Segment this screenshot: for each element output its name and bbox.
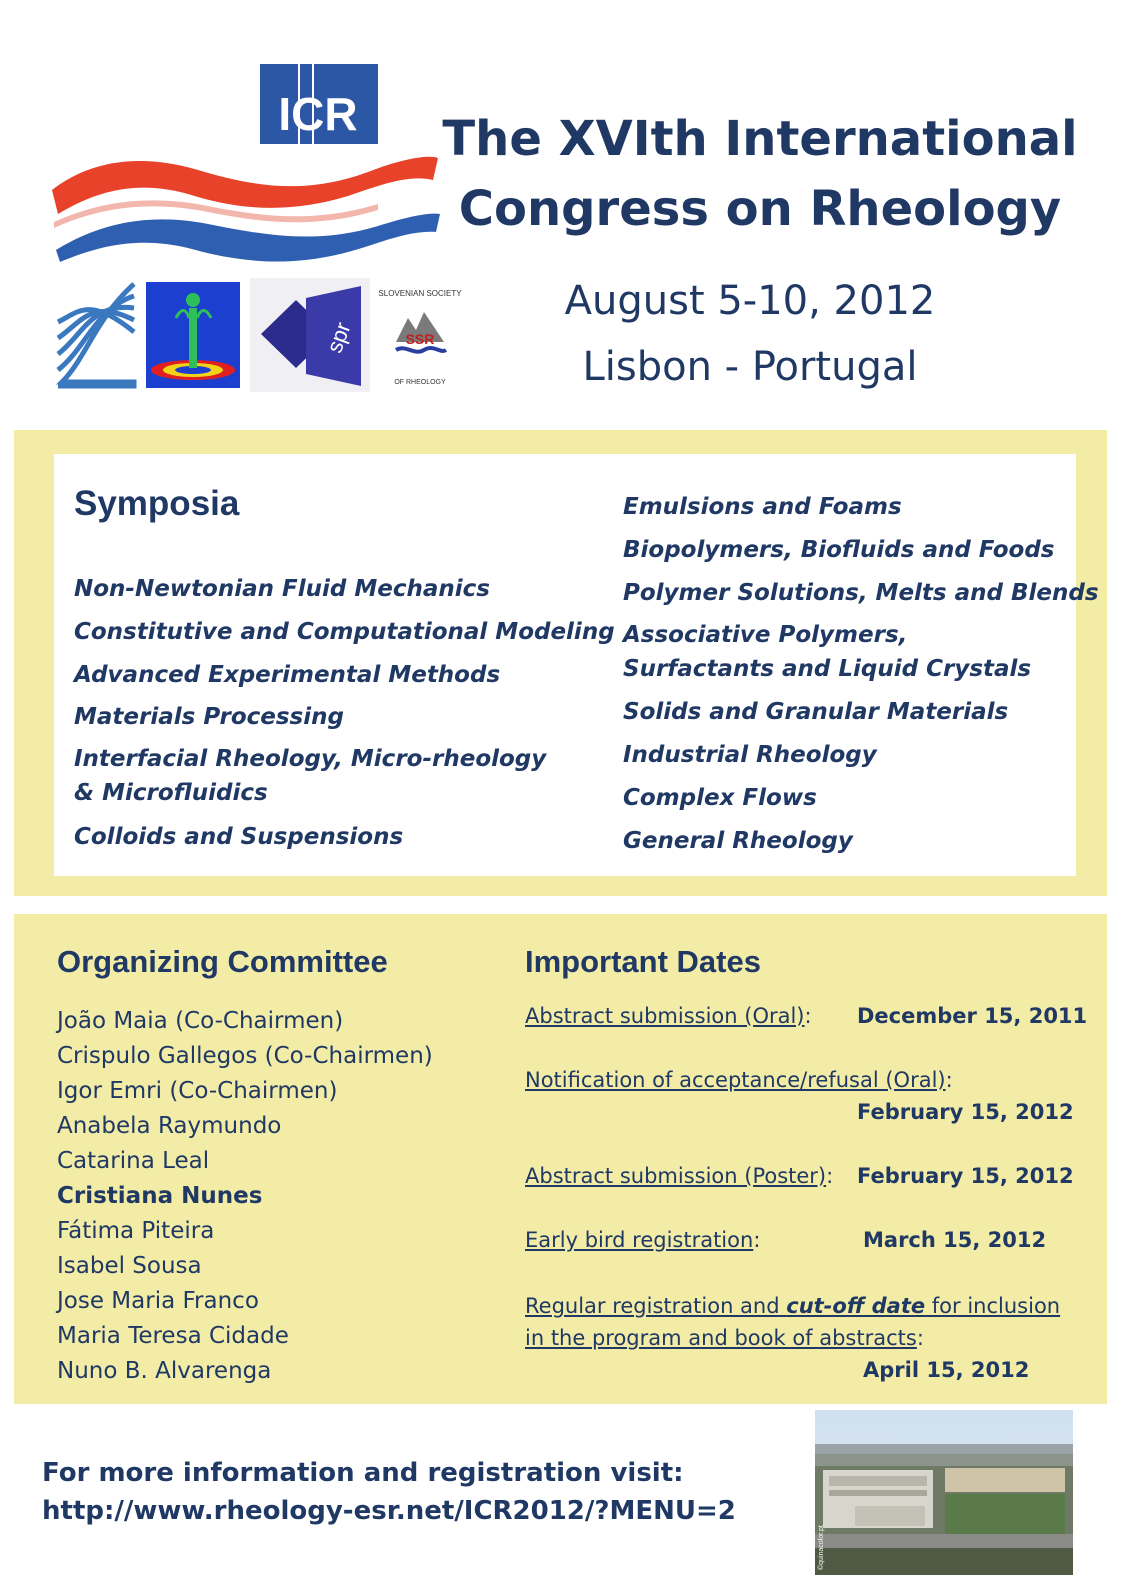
committee-list bbox=[57, 1004, 433, 1389]
date-label: Notification of acceptance/refusal (Oral) bbox=[525, 1068, 946, 1092]
date-label: Abstract submission (Poster) bbox=[525, 1164, 827, 1188]
symposium-item: Materials Processing bbox=[74, 704, 344, 730]
footer-url-link[interactable]: http://www.rheology-esr.net/ICR2012/?MENU=2 bbox=[42, 1496, 736, 1526]
date-suffix: : bbox=[804, 1004, 812, 1028]
date-label-part2: for inclusion in the program and book of abstracts bbox=[525, 1294, 1061, 1350]
date-label bbox=[525, 1294, 1060, 1350]
date-value: February 15, 2012 bbox=[857, 1164, 1074, 1188]
symposium-item: General Rheology bbox=[623, 828, 853, 854]
date-value: April 15, 2012 bbox=[863, 1358, 1030, 1382]
committee-member: Crispulo Gallegos (Co-Chairmen) bbox=[57, 1043, 433, 1069]
date-item-early-bird bbox=[525, 1228, 1085, 1252]
date-item-abstract-poster bbox=[525, 1164, 1085, 1188]
date-label-emphasis: cut-off date bbox=[786, 1294, 926, 1318]
photo-watermark: ©quinacolor.pt bbox=[818, 1525, 825, 1570]
date-value: February 15, 2012 bbox=[857, 1100, 1074, 1124]
date-value: December 15, 2011 bbox=[857, 1004, 1088, 1028]
event-location: Lisbon - Portugal bbox=[582, 344, 918, 390]
title-line1: The XVIth International bbox=[442, 111, 1078, 167]
spr-logo bbox=[250, 278, 370, 392]
fountain-logo bbox=[146, 282, 240, 388]
date-label-part1: Regular registration and bbox=[525, 1294, 787, 1318]
important-dates-title: Important Dates bbox=[525, 944, 761, 979]
date-label: Early bird registration bbox=[525, 1228, 754, 1252]
ssr-logo-text: SSR bbox=[405, 331, 435, 347]
event-date: August 5-10, 2012 bbox=[564, 278, 936, 324]
icr-logo-text: ICR bbox=[278, 88, 358, 140]
event-date-location bbox=[520, 268, 980, 400]
committee-member: João Maia (Co-Chairmen) bbox=[57, 1008, 344, 1034]
date-item-abstract-oral bbox=[525, 1004, 1088, 1028]
ssr-logo bbox=[376, 289, 464, 386]
ssr-logo-caption-bottom: OF RHEOLOGY bbox=[394, 379, 446, 386]
symposium-item: Solids and Granular Materials bbox=[623, 699, 1009, 725]
date-value: March 15, 2012 bbox=[863, 1228, 1047, 1252]
ssr-logo-caption-top: SLOVENIAN SOCIETY bbox=[378, 289, 462, 298]
committee-member: Isabel Sousa bbox=[57, 1253, 202, 1279]
spr-logo-text: spr bbox=[321, 318, 356, 357]
symposium-item: Industrial Rheology bbox=[623, 742, 877, 768]
symposium-item: Biopolymers, Biofluids and Foods bbox=[623, 537, 1055, 563]
committee-member: Nuno B. Alvarenga bbox=[57, 1358, 272, 1384]
icr-logo bbox=[48, 62, 448, 272]
wave-logo bbox=[56, 278, 136, 390]
committee-title: Organizing Committee bbox=[57, 944, 388, 979]
footer-line1: For more information and registration visit: bbox=[42, 1458, 684, 1488]
date-suffix: : bbox=[826, 1164, 834, 1188]
title-line2: Congress on Rheology bbox=[458, 181, 1062, 237]
committee-member: Anabela Raymundo bbox=[57, 1113, 282, 1139]
symposium-item: Polymer Solutions, Melts and Blends bbox=[623, 580, 1099, 606]
committee-member-highlight: Cristiana Nunes bbox=[57, 1183, 263, 1209]
symposium-item: Colloids and Suspensions bbox=[74, 824, 404, 850]
symposium-item: Complex Flows bbox=[623, 785, 817, 811]
footer-info bbox=[42, 1454, 736, 1530]
symposium-item: Non-Newtonian Fluid Mechanics bbox=[74, 576, 490, 602]
symposia-title: Symposia bbox=[74, 484, 240, 523]
committee-member: Fátima Piteira bbox=[57, 1218, 215, 1244]
symposium-item: Emulsions and Foams bbox=[623, 494, 902, 520]
committee-member: Jose Maria Franco bbox=[57, 1288, 259, 1314]
committee-member: Catarina Leal bbox=[57, 1148, 210, 1174]
society-logos bbox=[56, 278, 466, 393]
congress-title bbox=[440, 104, 1080, 244]
date-suffix: : bbox=[945, 1068, 953, 1092]
committee-member: Maria Teresa Cidade bbox=[57, 1323, 289, 1349]
symposium-item: Interfacial Rheology, Micro-rheology & Microfluidics bbox=[74, 746, 547, 806]
date-suffix: : bbox=[916, 1326, 924, 1350]
symposium-item: Advanced Experimental Methods bbox=[74, 662, 501, 688]
date-suffix: : bbox=[753, 1228, 761, 1252]
symposium-item: Associative Polymers, Surfactants and Liquid Crystals bbox=[623, 622, 1032, 682]
date-item-notification-oral bbox=[525, 1068, 1085, 1124]
symposium-item: Constitutive and Computational Modeling bbox=[74, 619, 615, 645]
date-label: Abstract submission (Oral) bbox=[525, 1004, 805, 1028]
lisbon-photo bbox=[815, 1410, 1073, 1575]
committee-member: Igor Emri (Co-Chairmen) bbox=[57, 1078, 338, 1104]
date-item-regular-registration bbox=[525, 1290, 1070, 1382]
